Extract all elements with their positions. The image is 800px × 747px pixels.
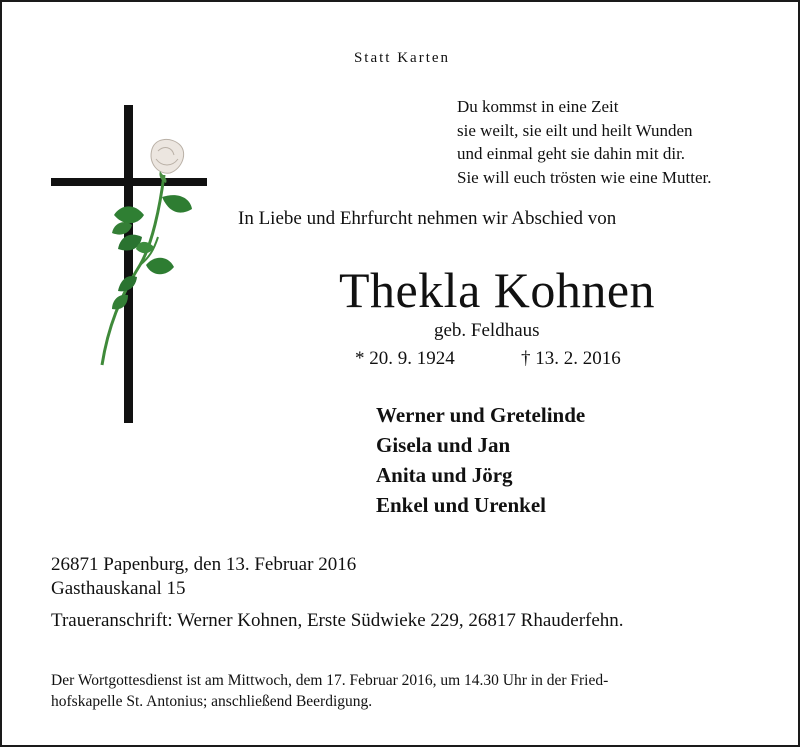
death-date: † 13. 2. 2016 — [521, 348, 621, 369]
poem-line: Sie will euch trösten wie eine Mutter. — [457, 167, 712, 187]
rose-icon — [102, 139, 192, 365]
poem-line: sie weilt, sie eilt und heilt Wunden — [457, 120, 693, 140]
poem — [457, 95, 711, 189]
poem-line: Du kommst in eine Zeit — [457, 97, 619, 116]
birth-date: * 20. 9. 1924 — [355, 348, 455, 369]
family-member: Anita und Jörg — [376, 463, 513, 487]
service-line: Der Wortgottesdienst ist am Mittwoch, dem 17. Februar 2016, um 14.30 Uhr in der Fried- — [51, 672, 609, 689]
poem-line: und einmal geht sie dahin mit dir. — [457, 144, 686, 163]
service-info — [51, 670, 751, 712]
mourning-address: Traueranschrift: Werner Kohnen, Erste Südwieke 229, 26817 Rhauderfehn. — [51, 610, 624, 631]
street-address: Gasthauskanal 15 — [51, 578, 186, 599]
family-member: Gisela und Jan — [376, 433, 511, 457]
deceased-name: Thekla Kohnen — [338, 262, 656, 318]
place-and-address — [51, 553, 356, 601]
place-date: 26871 Papenburg, den 13. Februar 2016 — [51, 554, 357, 575]
family-member: Werner und Gretelinde — [376, 403, 586, 427]
maiden-name: geb. Feldhaus — [434, 320, 540, 341]
header-text: Statt Karten — [353, 50, 451, 66]
family-member: Enkel und Urenkel — [376, 493, 546, 517]
intro-text: In Liebe und Ehrfurcht nehmen wir Abschied von — [238, 208, 617, 229]
service-line: hofskapelle St. Antonius; anschließend Beerdigung. — [51, 693, 373, 710]
family-list — [376, 400, 585, 520]
